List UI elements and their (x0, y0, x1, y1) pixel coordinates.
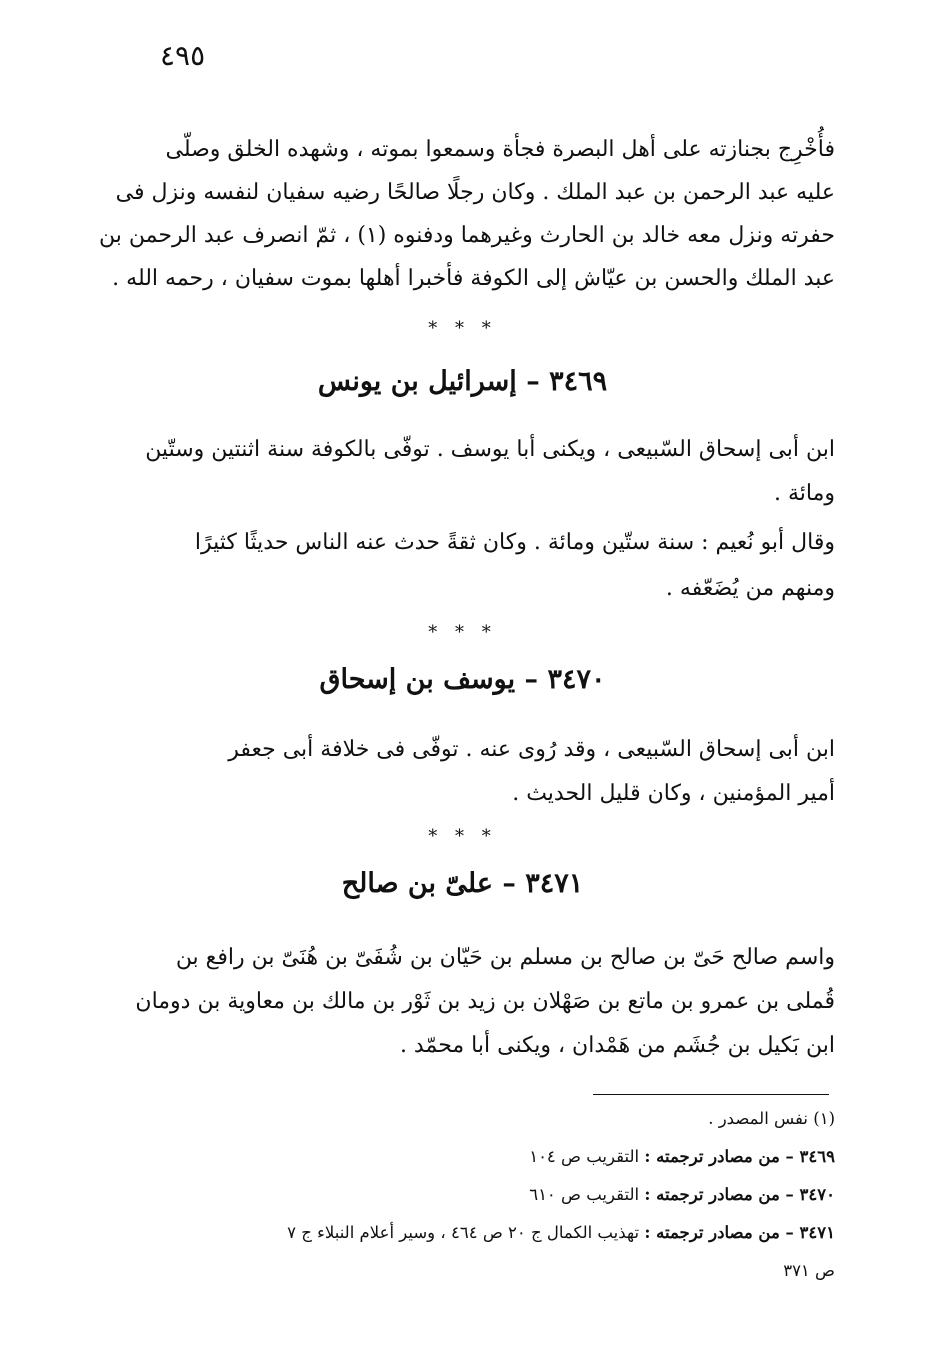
entry-heading: ٣٤٦٩ – إسرائيل بن يونس (317, 366, 608, 397)
text-line: فأُخْرِج بجنازته على أهل البصرة فجأة وسمعوا بموته ، وشهده الخلق وصلّى (165, 137, 835, 162)
text-line: واسم صالح حَىّ بن صالح بن مسلم بن حَيّان بن شُفَىّ بن هُنَىّ بن رافع بن (175, 945, 835, 970)
source-note (135, 1214, 835, 1252)
intro-paragraph (99, 128, 835, 300)
entry-paragraph (135, 428, 835, 516)
source-label: ٣٤٧١ – من مصادر ترجمته : (644, 1223, 835, 1242)
footnotes (135, 1100, 835, 1290)
source-label: ٣٤٧٠ – من مصادر ترجمته : (644, 1185, 835, 1204)
text-line: وقال أبو نُعيم : سنة ستّين ومائة . وكان ثقةً حدث عنه الناس حديثًا كثيرًا (194, 530, 835, 555)
source-note (135, 1176, 835, 1214)
section-separator: * * * (428, 318, 497, 339)
source-text: التقريب ص ٦١٠ (529, 1185, 645, 1204)
entry-heading: ٣٤٧١ – علىّ بن صالح (341, 868, 584, 899)
text-line: ابن أبى إسحاق السّبيعى ، ويكنى أبا يوسف . توفّى بالكوفة سنة اثنتين وستّين (145, 437, 835, 462)
text-line: قُملى بن عمرو بن ماتع بن صَهْلان بن زيد بن ثَوْر بن مالك بن معاوية بن دومان (135, 989, 835, 1014)
text-line: ومنهم من يُضَعّفه . (665, 576, 835, 601)
footnote-1: (١) نفس المصدر . (708, 1109, 835, 1128)
entry-paragraph (135, 520, 835, 612)
page-number: ٤٩٥ (160, 39, 206, 72)
text-line: عبد الملك والحسن بن عيّاش إلى الكوفة فأخبرا أهلها بموت سفيان ، رحمه الله . (112, 266, 835, 291)
section-separator: * * * (428, 622, 497, 643)
section-separator: * * * (428, 826, 497, 847)
source-note-continuation: ص ٣٧١ (783, 1261, 835, 1280)
entry-paragraph (135, 728, 835, 816)
entry-paragraph (135, 936, 835, 1068)
text-line: أمير المؤمنين ، وكان قليل الحديث . (512, 781, 835, 806)
source-label: ٣٤٦٩ – من مصادر ترجمته : (644, 1147, 835, 1166)
text-line: عليه عبد الرحمن بن عبد الملك . وكان رجلًا صالحًا رضيه سفيان لنفسه ونزل فى (115, 180, 835, 205)
text-line: ابن أبى إسحاق السّبيعى ، وقد رُوى عنه . توفّى فى خلافة أبى جعفر (228, 737, 835, 762)
source-text: التقريب ص ١٠٤ (529, 1147, 645, 1166)
source-note (135, 1138, 835, 1176)
footnote-divider (593, 1094, 829, 1095)
text-line: ابن بَكيل بن جُشَم من هَمْدان ، ويكنى أبا محمّد . (399, 1033, 835, 1058)
text-line: حفرته ونزل معه خالد بن الحارث وغيرهما ودفنوه (١) ، ثمّ انصرف عبد الرحمن بن (99, 223, 835, 248)
source-text: تهذيب الكمال ج ٢٠ ص ٤٦٤ ، وسير أعلام النبلاء ج ٧ (287, 1223, 645, 1242)
entry-heading: ٣٤٧٠ – يوسف بن إسحاق (319, 664, 606, 695)
text-line: ومائة . (773, 481, 835, 506)
